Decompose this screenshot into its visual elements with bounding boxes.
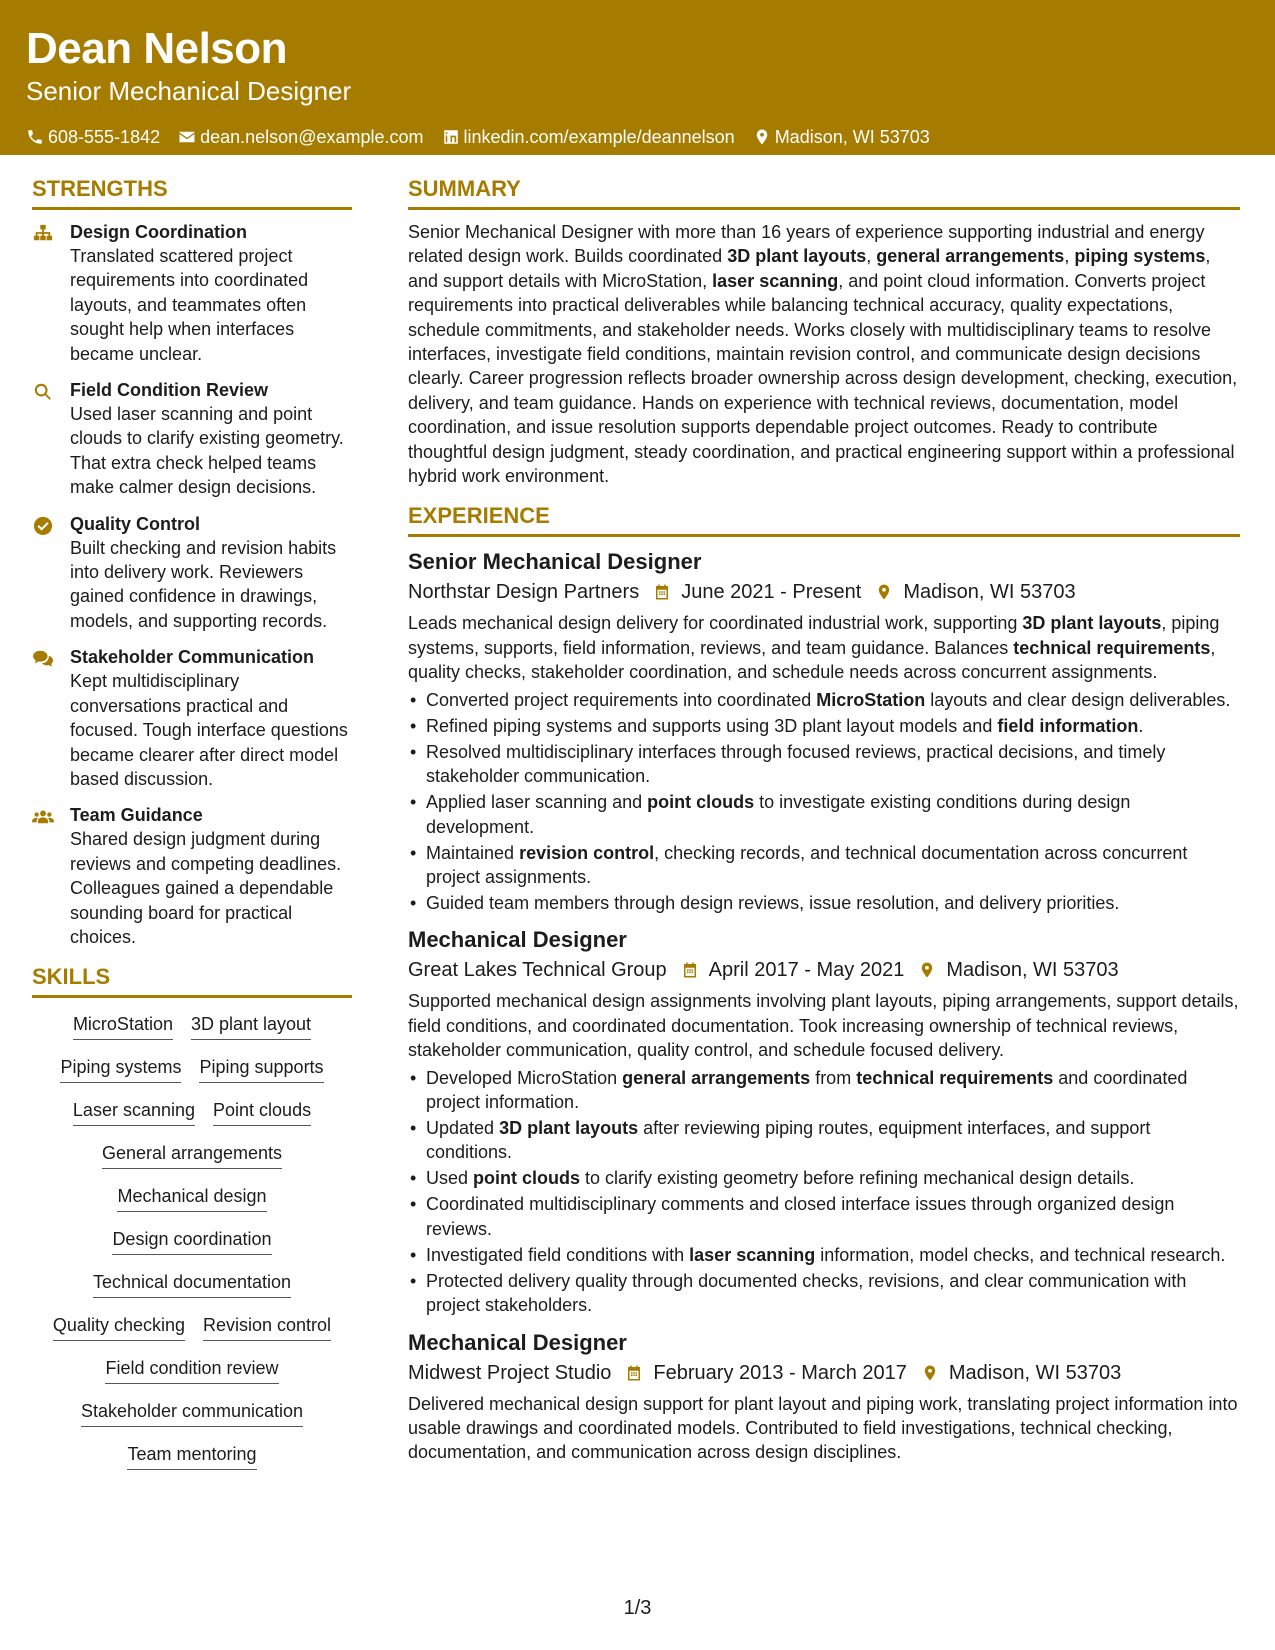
skill-row: [32, 1184, 352, 1212]
emphasis-text: general arrangements: [622, 1067, 811, 1088]
bullet-item: • Developed MicroStation general arrangements from technical requirements and coordinated project information.: [408, 1066, 1240, 1115]
envelope-icon: [178, 128, 196, 146]
left-column: [32, 175, 352, 1485]
skill-tag: Point clouds: [213, 1098, 311, 1126]
strength-item: [32, 512, 352, 634]
skills-heading: SKILLS: [32, 963, 352, 998]
resume-header: [0, 0, 1275, 155]
skill-tag: Revision control: [203, 1313, 331, 1341]
comments-icon: [32, 645, 70, 791]
calendar-icon: [681, 960, 699, 980]
emphasis-text: laser scanning: [689, 1244, 816, 1265]
emphasis-text: point clouds: [647, 792, 755, 813]
contact-linkedin[interactable]: [442, 126, 735, 148]
strength-description: Translated scattered project requirements into coordinated layouts, and teammates often sought help when interfaces became unclear.: [70, 246, 309, 364]
emphasis-text: 3D plant layouts: [727, 246, 867, 267]
job-title: Mechanical Designer: [408, 1329, 627, 1355]
skill-row: [32, 1098, 352, 1126]
bullet-item: • Maintained revision control, checking records, and technical documentation across concurrent project assignments.: [408, 841, 1240, 890]
skill-row: [32, 1012, 352, 1040]
map-marker-icon: [875, 582, 893, 602]
job-dates: February 2013 - March 2017: [653, 1361, 907, 1384]
strengths-list: [32, 220, 352, 949]
strength-description: Shared design judgment during reviews and competing deadlines. Colleagues gained a dependable sounding board for practical choices.: [70, 829, 342, 947]
contact-phone[interactable]: [26, 126, 160, 148]
job-entry: [408, 1328, 1240, 1465]
linkedin-text: linkedin.com/example/deannelson: [463, 127, 735, 147]
skill-tag: Laser scanning: [73, 1098, 195, 1126]
strength-description: Built checking and revision habits into delivery work. Reviewers gained confidence in drawings, models, and supporting records.: [70, 537, 337, 631]
emphasis-text: technical requirements: [856, 1067, 1054, 1088]
skill-row: [32, 1141, 352, 1169]
strength-description: Used laser scanning and point clouds to clarify existing geometry. That extra check helped teams make calmer design decisions.: [70, 404, 344, 498]
summary-text: Senior Mechanical Designer with more than 16 years of experience supporting industrial and energy related design work. Builds coordinated 3D plant layouts, general arrangements, piping systems, and support details with MicroStation, laser scanning, and point cloud information. Converts project requirements into practical deliverables while balancing technical accuracy, quality expectations, schedule commitments, and stakeholder needs. Works closely with multidisciplinary teams to resolve interfaces, investigate field conditions, maintain revision control, and communicate design decisions clearly. Career progression reflects broader ownership across design development, checking, execution, delivery, and team guidance. Hands on experience with technical reviews, documentation, model coordination, and issue resolution supports dependable project outcomes. Ready to contribute thoughtful design judgment, steady coordination, and practical engineering support within a professional hybrid work environment.: [408, 222, 1238, 487]
bullet-item: • Converted project requirements into coordinated MicroStation layouts and clear design deliverables.: [408, 688, 1240, 712]
skill-row: [32, 1399, 352, 1427]
sitemap-icon: [32, 220, 70, 366]
experience-heading: EXPERIENCE: [408, 502, 1240, 537]
job-company: Northstar Design Partners: [408, 581, 640, 604]
job-description: Delivered mechanical design support for plant layout and piping work, translating project information into usable drawings and coordinated models. Contributed to field investigations, technical checking, documentation, and communication across design disciplines.: [408, 1393, 1238, 1463]
emphasis-text: technical requirements: [1013, 637, 1211, 658]
emphasis-text: point clouds: [473, 1168, 581, 1189]
strength-title: Quality Control: [70, 513, 200, 534]
skill-row: [32, 1055, 352, 1083]
phone-text: 608-555-1842: [48, 127, 161, 147]
skill-tag: MicroStation: [73, 1012, 173, 1040]
bullet-item: • Applied laser scanning and point clouds to investigate existing conditions during design development.: [408, 790, 1240, 839]
job-location: Madison, WI 53703: [946, 959, 1119, 982]
map-marker-icon: [753, 128, 771, 146]
strength-body: [70, 803, 352, 949]
contact-bar: [26, 126, 1275, 148]
job-meta: [408, 577, 1240, 607]
calendar-icon: [653, 582, 671, 602]
emphasis-text: 3D plant layouts: [499, 1117, 639, 1138]
page-number: 1/3: [623, 1597, 652, 1619]
phone-icon: [26, 128, 44, 146]
strength-item: [32, 645, 352, 791]
skill-tag: Stakeholder communication: [81, 1399, 303, 1427]
job-description: Supported mechanical design assignments involving plant layouts, piping arrangements, support details, field conditions, and coordinated documentation. Took increasing ownership of technical reviews, stakeholder communication, quality control, and schedule focused delivery.: [408, 991, 1239, 1061]
skill-tag: 3D plant layout: [191, 1012, 311, 1040]
strengths-heading: STRENGTHS: [32, 175, 352, 210]
location-text: Madison, WI 53703: [774, 127, 930, 147]
map-marker-icon: [918, 960, 936, 980]
job-location: Madison, WI 53703: [903, 581, 1076, 604]
linkedin-icon: [442, 128, 460, 146]
job-company: Midwest Project Studio: [408, 1361, 612, 1384]
job-dates: April 2017 - May 2021: [708, 959, 905, 982]
emphasis-text: general arrangements: [876, 246, 1065, 267]
map-marker-icon: [921, 1363, 939, 1383]
email-text: dean.nelson@example.com: [200, 127, 424, 147]
strength-body: [70, 645, 352, 791]
job-entry: [408, 925, 1240, 1317]
job-description: Leads mechanical design delivery for coordinated industrial work, supporting 3D plant layouts, piping systems, supports, field information, reviews, and team guidance. Balances technical requirements, quality checks, stakeholder coordination, and schedule needs across concurrent assignments.: [408, 613, 1220, 683]
bullet-item: • Investigated field conditions with laser scanning information, model checks, and technical research.: [408, 1243, 1240, 1267]
skill-row: [32, 1356, 352, 1384]
skill-tag: Mechanical design: [117, 1184, 266, 1212]
job-bullets: [408, 1066, 1240, 1318]
candidate-name: Dean Nelson: [26, 24, 288, 73]
users-icon: [32, 803, 70, 949]
skill-tag: Team mentoring: [127, 1442, 256, 1470]
emphasis-text: piping systems: [1074, 246, 1206, 267]
skill-row: [32, 1313, 352, 1341]
strength-item: [32, 220, 352, 366]
strength-item: [32, 378, 352, 500]
strength-body: [70, 512, 352, 634]
skill-tag: Design coordination: [112, 1227, 271, 1255]
emphasis-text: revision control: [519, 842, 655, 863]
job-dates: June 2021 - Present: [681, 581, 862, 604]
bullet-item: • Updated 3D plant layouts after reviewing piping routes, equipment interfaces, and support conditions.: [408, 1116, 1240, 1165]
calendar-icon: [625, 1363, 643, 1383]
candidate-title: Senior Mechanical Designer: [26, 76, 352, 106]
job-meta: [408, 1358, 1240, 1388]
emphasis-text: laser scanning: [712, 270, 839, 291]
job-title: Senior Mechanical Designer: [408, 549, 702, 575]
strength-body: [70, 378, 352, 500]
bullet-item: • Used point clouds to clarify existing geometry before refining mechanical design details.: [408, 1166, 1240, 1190]
contact-location: [753, 126, 930, 148]
bullet-item: • Refined piping systems and supports using 3D plant layout models and field information.: [408, 714, 1240, 738]
bullet-item: • Guided team members through design reviews, issue resolution, and delivery priorities.: [408, 891, 1240, 915]
job-location: Madison, WI 53703: [948, 1361, 1122, 1384]
strength-title: Design Coordination: [70, 222, 247, 242]
skills-list: [32, 1008, 352, 1470]
search-icon: [32, 378, 70, 500]
strength-body: [70, 220, 352, 366]
bullet-item: • Protected delivery quality through documented checks, revisions, and clear communication with project stakeholders.: [408, 1269, 1240, 1318]
right-column: [408, 175, 1240, 1475]
experience-list: [408, 547, 1240, 1464]
strength-title: Field Condition Review: [70, 380, 269, 401]
job-meta: [408, 955, 1240, 985]
check-circle-icon: [32, 512, 70, 634]
summary-heading: SUMMARY: [408, 175, 1240, 210]
strength-description: Kept multidisciplinary conversations practical and focused. Tough interface questions became clearer after direct model based discussion.: [70, 671, 348, 789]
skill-tag: Technical documentation: [93, 1270, 291, 1298]
skill-tag: Field condition review: [105, 1356, 278, 1384]
contact-email[interactable]: [178, 126, 423, 148]
skill-row: [32, 1227, 352, 1255]
strength-title: Team Guidance: [70, 805, 203, 826]
skill-row: [32, 1270, 352, 1298]
emphasis-text: field information: [997, 715, 1139, 736]
skill-tag: Piping supports: [199, 1055, 323, 1083]
skill-tag: Piping systems: [60, 1055, 181, 1083]
skill-tag: Quality checking: [53, 1313, 185, 1341]
skill-row: [32, 1442, 352, 1470]
strength-title: Stakeholder Communication: [70, 647, 315, 668]
skill-tag: General arrangements: [102, 1141, 282, 1169]
job-bullets: [408, 688, 1240, 916]
bullet-item: • Resolved multidisciplinary interfaces through focused reviews, practical decisions, and timely stakeholder communication.: [408, 740, 1240, 789]
bullet-item: • Coordinated multidisciplinary comments and closed interface issues through organized design reviews.: [408, 1192, 1240, 1241]
job-company: Great Lakes Technical Group: [408, 959, 667, 982]
strength-item: [32, 803, 352, 949]
emphasis-text: 3D plant layouts: [1022, 613, 1162, 634]
job-entry: [408, 547, 1240, 915]
job-title: Mechanical Designer: [408, 927, 627, 953]
emphasis-text: MicroStation: [816, 689, 926, 710]
